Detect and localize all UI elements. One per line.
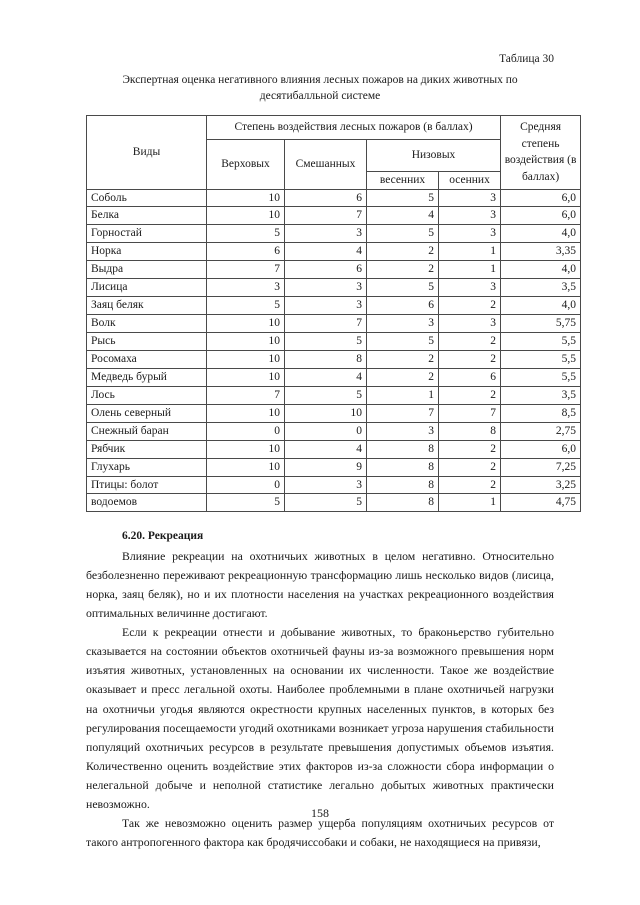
cell-crown: 7 [207, 386, 285, 404]
table-row [87, 207, 581, 225]
cell-crown: 10 [207, 333, 285, 351]
cell-species: Волк [87, 315, 207, 333]
cell-species: Норка [87, 243, 207, 261]
cell-autumn: 2 [439, 350, 501, 368]
cell-autumn: 2 [439, 458, 501, 476]
cell-autumn: 2 [439, 476, 501, 494]
header-ground: Низовых [367, 139, 501, 171]
cell-autumn: 3 [439, 225, 501, 243]
cell-crown: 10 [207, 315, 285, 333]
header-mixed: Смешанных [285, 139, 367, 189]
cell-crown: 5 [207, 297, 285, 315]
cell-autumn: 2 [439, 440, 501, 458]
cell-autumn: 1 [439, 494, 501, 512]
cell-mixed: 5 [285, 494, 367, 512]
table-row [87, 386, 581, 404]
cell-average: 4,75 [501, 494, 581, 512]
cell-species: Заяц беляк [87, 297, 207, 315]
header-spring: весенних [367, 171, 439, 189]
cell-mixed: 6 [285, 189, 367, 207]
cell-average: 3,5 [501, 279, 581, 297]
cell-mixed: 3 [285, 279, 367, 297]
cell-spring: 2 [367, 350, 439, 368]
cell-spring: 8 [367, 476, 439, 494]
cell-average: 8,5 [501, 404, 581, 422]
cell-crown: 10 [207, 207, 285, 225]
cell-mixed: 7 [285, 315, 367, 333]
header-crown: Верховых [207, 139, 285, 189]
cell-crown: 10 [207, 350, 285, 368]
cell-species: Выдра [87, 261, 207, 279]
cell-mixed: 5 [285, 386, 367, 404]
cell-crown: 7 [207, 261, 285, 279]
cell-crown: 10 [207, 368, 285, 386]
cell-mixed: 9 [285, 458, 367, 476]
cell-mixed: 5 [285, 333, 367, 351]
cell-species: Олень северный [87, 404, 207, 422]
table-row [87, 315, 581, 333]
cell-spring: 2 [367, 368, 439, 386]
cell-spring: 2 [367, 243, 439, 261]
cell-spring: 2 [367, 261, 439, 279]
cell-average: 7,25 [501, 458, 581, 476]
cell-mixed: 0 [285, 422, 367, 440]
cell-crown: 0 [207, 422, 285, 440]
cell-crown: 5 [207, 494, 285, 512]
cell-species: водоемов [87, 494, 207, 512]
table-row [87, 333, 581, 351]
cell-average: 6,0 [501, 207, 581, 225]
page-number: 158 [311, 806, 329, 820]
cell-autumn: 8 [439, 422, 501, 440]
cell-species: Лисица [87, 279, 207, 297]
cell-mixed: 3 [285, 297, 367, 315]
cell-species: Соболь [87, 189, 207, 207]
cell-mixed: 3 [285, 225, 367, 243]
cell-autumn: 3 [439, 189, 501, 207]
cell-crown: 6 [207, 243, 285, 261]
cell-average: 4,0 [501, 261, 581, 279]
cell-crown: 10 [207, 404, 285, 422]
table-row [87, 189, 581, 207]
table-row [87, 476, 581, 494]
cell-crown: 0 [207, 476, 285, 494]
cell-average: 6,0 [501, 440, 581, 458]
table-row [87, 350, 581, 368]
cell-autumn: 1 [439, 243, 501, 261]
table-row [87, 404, 581, 422]
cell-average: 2,75 [501, 422, 581, 440]
cell-species: Горностай [87, 225, 207, 243]
header-average: Средняя степень воздействия (в баллах) [501, 115, 581, 189]
table-row [87, 279, 581, 297]
header-species: Виды [87, 115, 207, 189]
header-impact-group: Степень воздействия лесных пожаров (в баллах) [207, 115, 501, 139]
cell-species: Глухарь [87, 458, 207, 476]
table-row [87, 297, 581, 315]
cell-spring: 5 [367, 189, 439, 207]
cell-species: Рябчик [87, 440, 207, 458]
cell-species: Белка [87, 207, 207, 225]
cell-average: 4,0 [501, 225, 581, 243]
cell-mixed: 7 [285, 207, 367, 225]
cell-autumn: 2 [439, 386, 501, 404]
cell-mixed: 3 [285, 476, 367, 494]
table-row [87, 440, 581, 458]
table-header-row-1 [87, 115, 581, 139]
section-heading: 6.20. Рекреация [122, 530, 204, 543]
cell-species: Медведь бурый [87, 368, 207, 386]
page-content [86, 52, 577, 852]
cell-spring: 1 [367, 386, 439, 404]
cell-spring: 7 [367, 404, 439, 422]
cell-average: 5,5 [501, 350, 581, 368]
header-autumn: осенних [439, 171, 501, 189]
cell-spring: 5 [367, 225, 439, 243]
cell-spring: 3 [367, 315, 439, 333]
cell-autumn: 2 [439, 333, 501, 351]
paragraph-3: Так же невозможно оценить размер ущерба популяциям охотничьих ресурсов от такого антропогенного фактора как бродячиссобаки и собаки, не находящиеся на привязи, [86, 816, 554, 850]
paragraph-1: Влияние рекреации на охотничьих животных в целом негативно. Относительно безболезненно переживают рекреационную трансформацию лишь несколько видов (лисица, норка, заяц беляк), но и их плотности населения на участках рекреационного воздействия оптимальных величинне достигают. [86, 548, 554, 620]
cell-average: 3,25 [501, 476, 581, 494]
cell-spring: 6 [367, 297, 439, 315]
impact-assessment-table [86, 115, 581, 513]
table-title: Экспертная оценка негативного влияния лесных пожаров на диких животных по десятибалльной системе [122, 73, 518, 103]
cell-autumn: 3 [439, 315, 501, 333]
table-row [87, 422, 581, 440]
cell-mixed: 6 [285, 261, 367, 279]
cell-crown: 10 [207, 458, 285, 476]
cell-mixed: 10 [285, 404, 367, 422]
cell-spring: 8 [367, 494, 439, 512]
paragraph-2: Если к рекреации отнести и добывание животных, то браконьерство губительно сказывается на состоянии объектов охотничьей фауны из-за возможного превышения норм изъятия животных, установленных на основании их численности. Такое же воздействие оказывает и пресс легальной охоты. Наиболее проблемными в плане охотничьей нагрузки на охотничьи угодья являются окрестности крупных населенных пунктов, в которых без регулирования посещаемости угодий охотниками возникает угроза нарушения стабильности популяций охотничьих ресурсов в результате превышения допустимых объемов изъятия. Количественно оценить воздействие этих факторов из-за сложности сбора информации о нелегальной добыче и неполной статистике легально добытых животных практически невозможно. [86, 625, 554, 812]
cell-spring: 4 [367, 207, 439, 225]
cell-autumn: 3 [439, 207, 501, 225]
table-row [87, 243, 581, 261]
cell-mixed: 4 [285, 368, 367, 386]
cell-mixed: 8 [285, 350, 367, 368]
cell-mixed: 4 [285, 243, 367, 261]
cell-average: 3,5 [501, 386, 581, 404]
cell-species: Птицы: болот [87, 476, 207, 494]
cell-crown: 3 [207, 279, 285, 297]
table-row [87, 458, 581, 476]
table-header [87, 115, 581, 189]
table-row [87, 225, 581, 243]
table-row [87, 494, 581, 512]
cell-average: 4,0 [501, 297, 581, 315]
cell-crown: 10 [207, 440, 285, 458]
table-row [87, 261, 581, 279]
cell-spring: 8 [367, 440, 439, 458]
cell-species: Рысь [87, 333, 207, 351]
cell-crown: 5 [207, 225, 285, 243]
cell-autumn: 7 [439, 404, 501, 422]
table-number-label: Таблица 30 [499, 53, 554, 65]
cell-mixed: 4 [285, 440, 367, 458]
cell-crown: 10 [207, 189, 285, 207]
cell-average: 3,35 [501, 243, 581, 261]
cell-average: 5,5 [501, 333, 581, 351]
cell-average: 5,5 [501, 368, 581, 386]
cell-autumn: 1 [439, 261, 501, 279]
table-body [87, 189, 581, 512]
cell-average: 5,75 [501, 315, 581, 333]
cell-autumn: 3 [439, 279, 501, 297]
cell-average: 6,0 [501, 189, 581, 207]
cell-spring: 5 [367, 333, 439, 351]
cell-spring: 3 [367, 422, 439, 440]
cell-species: Снежный баран [87, 422, 207, 440]
cell-species: Лось [87, 386, 207, 404]
table-row [87, 368, 581, 386]
cell-autumn: 6 [439, 368, 501, 386]
cell-spring: 8 [367, 458, 439, 476]
cell-autumn: 2 [439, 297, 501, 315]
cell-spring: 5 [367, 279, 439, 297]
cell-species: Росомаха [87, 350, 207, 368]
